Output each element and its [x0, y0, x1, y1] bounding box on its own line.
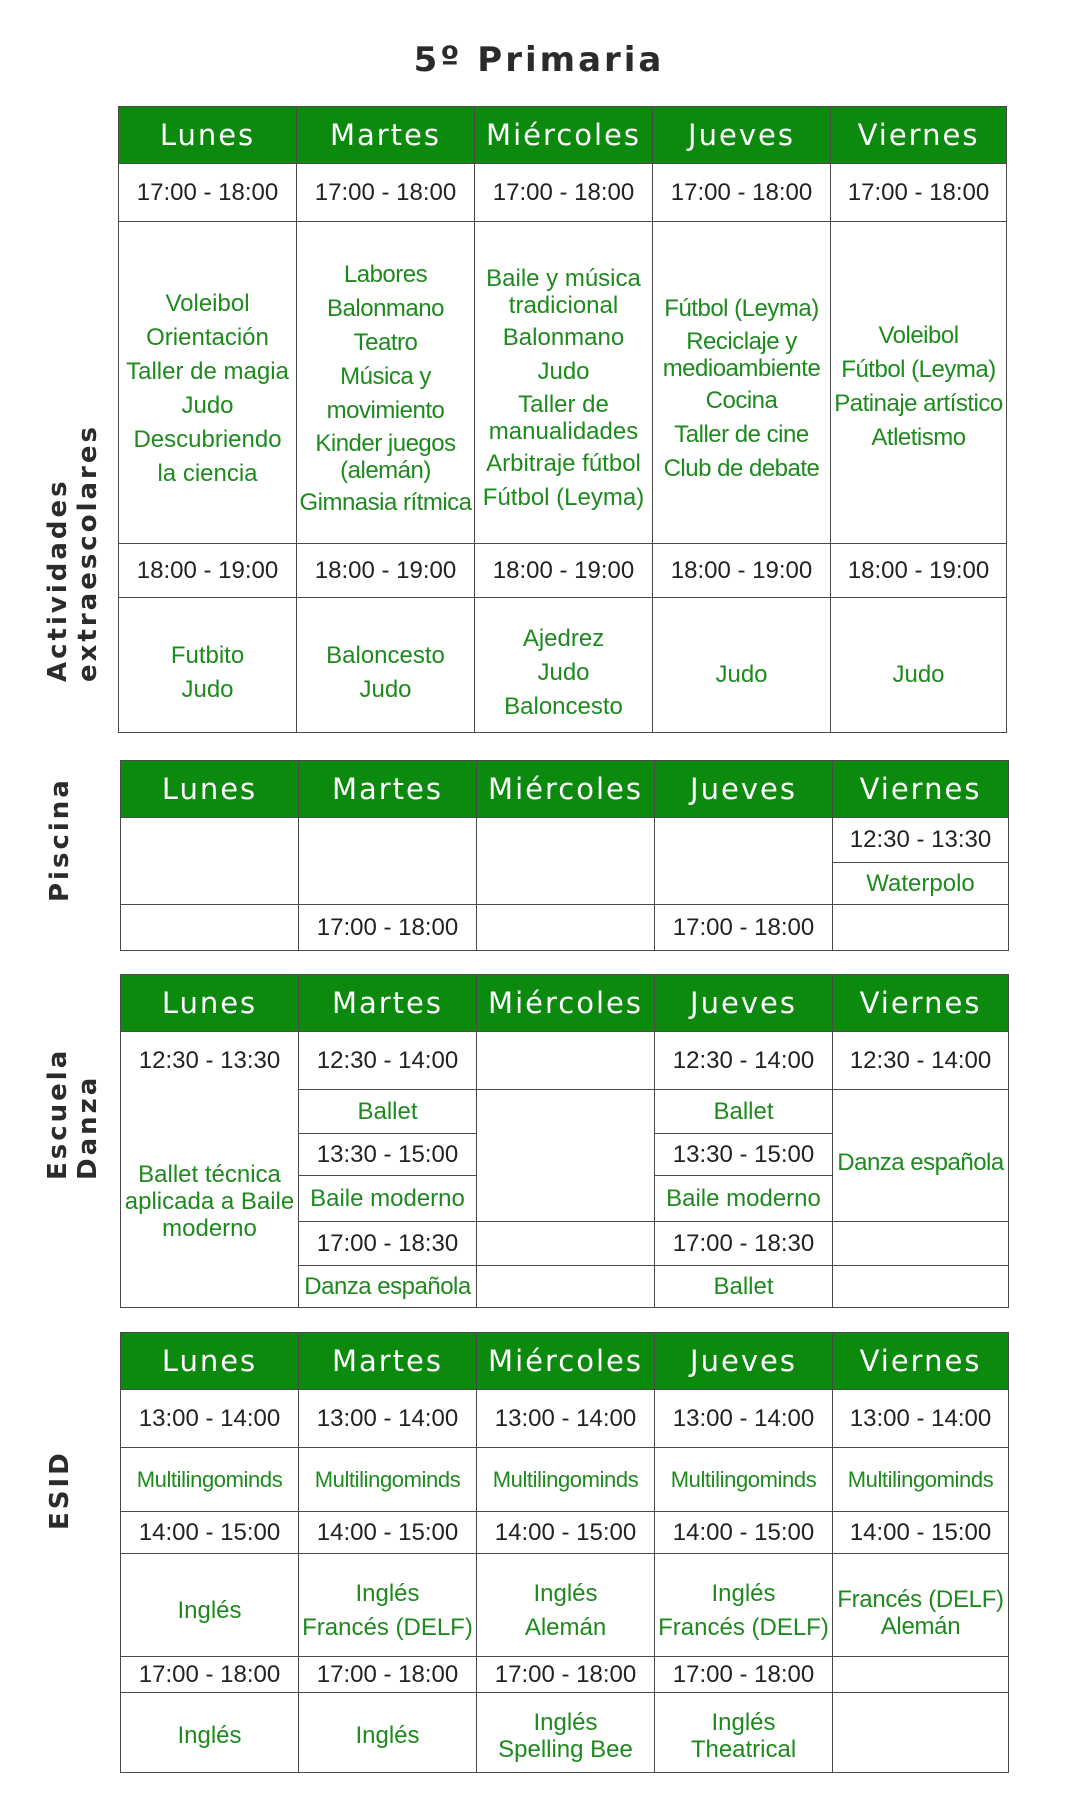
activity-cell-miercoles: Multilingominds — [477, 1448, 655, 1512]
day-header-lunes: Lunes — [121, 761, 299, 818]
time-cell: 12:30 - 13:30 — [833, 818, 1009, 863]
time-cell: 17:00 - 18:00 — [655, 905, 833, 951]
actividades-table — [118, 106, 1007, 733]
activity-item: Fútbol (Leyma) — [482, 483, 645, 511]
time-cell: 18:00 - 19:00 — [297, 544, 475, 598]
activity-line: Baile y música — [486, 264, 641, 292]
day-header-miercoles: Miércoles — [475, 107, 653, 164]
activity-item — [475, 263, 652, 321]
activity-item: Judo — [359, 676, 412, 703]
day-header-viernes: Viernes — [833, 975, 1009, 1032]
activity-item: Baloncesto — [504, 693, 623, 720]
activity-cell-jueves: Multilingominds — [655, 1448, 833, 1512]
activity-item: Francés (DELF) — [658, 1614, 829, 1641]
activity-cell-miercoles — [477, 1554, 655, 1657]
activity-cell-lunes — [119, 222, 297, 544]
time-cell: 13:30 - 15:00 — [655, 1134, 833, 1176]
activity-cell-jueves — [655, 1693, 833, 1773]
activity-item: Inglés — [177, 1721, 242, 1749]
activity-cell-jueves: Ballet — [655, 1266, 833, 1308]
activity-line: manualidades — [488, 417, 639, 445]
activity-item — [297, 428, 474, 486]
time-cell: 14:00 - 15:00 — [833, 1512, 1009, 1554]
empty-cell — [477, 1032, 655, 1090]
activity-item: Música y — [340, 362, 431, 390]
activity-item: Gimnasia rítmica — [299, 488, 472, 516]
activity-item: Taller de magia — [126, 357, 289, 385]
day-header-martes: Martes — [299, 975, 477, 1032]
activity-line: Kinder juegos — [315, 429, 456, 457]
day-header-jueves: Jueves — [655, 761, 833, 818]
section-label-line1: ESID — [45, 1450, 75, 1530]
day-header-viernes: Viernes — [833, 1333, 1009, 1390]
activity-item — [655, 1707, 832, 1765]
activity-cell-lunes — [121, 1693, 299, 1773]
section-label-line2: extraescolares — [73, 424, 103, 682]
section-label-actividades — [43, 424, 103, 682]
day-header-viernes: Viernes — [831, 107, 1007, 164]
section-label-line1: Actividades — [43, 478, 73, 682]
activity-item: Judo — [537, 357, 590, 385]
day-header-lunes: Lunes — [119, 107, 297, 164]
time-cell: 13:00 - 14:00 — [299, 1390, 477, 1448]
activity-item: Ajedrez — [522, 625, 605, 652]
activity-cell-miercoles — [475, 598, 653, 733]
empty-cell — [477, 818, 655, 905]
activity-cell-jueves — [653, 222, 831, 544]
time-cell: 14:00 - 15:00 — [655, 1512, 833, 1554]
activity-item: Francés (DELF) — [302, 1614, 473, 1641]
time-cell: 17:00 - 18:00 — [297, 164, 475, 222]
activity-line: Spelling Bee — [498, 1735, 633, 1763]
time-cell: 12:30 - 14:00 — [833, 1032, 1009, 1090]
day-header-jueves: Jueves — [655, 975, 833, 1032]
activity-item: Futbito — [170, 642, 245, 669]
empty-cell — [121, 818, 299, 905]
activity-cell-martes — [297, 598, 475, 733]
section-label-line2: Danza — [73, 1074, 103, 1180]
day-header-martes: Martes — [299, 761, 477, 818]
day-header-jueves: Jueves — [653, 107, 831, 164]
activity-line: aplicada a Baile — [124, 1187, 295, 1215]
empty-cell — [299, 818, 477, 905]
activity-item: Judo — [715, 661, 768, 688]
danza-table — [120, 974, 1009, 1308]
activity-item: Orientación — [146, 323, 269, 351]
activity-cell-jueves — [655, 1554, 833, 1657]
esid-table — [120, 1332, 1009, 1773]
time-cell: 17:00 - 18:00 — [475, 164, 653, 222]
activity-cell-viernes — [833, 1554, 1009, 1657]
day-header-miercoles: Miércoles — [477, 1333, 655, 1390]
day-header-miercoles: Miércoles — [477, 975, 655, 1032]
page-title: 5º Primaria — [413, 40, 665, 80]
time-cell: 18:00 - 19:00 — [119, 544, 297, 598]
activity-item: Voleibol — [878, 321, 959, 349]
activity-item: Inglés — [533, 1580, 598, 1607]
activity-item: Taller de cine — [674, 420, 809, 448]
activity-line: Ballet técnica — [138, 1160, 281, 1188]
time-cell: 17:00 - 18:00 — [831, 164, 1007, 222]
time-cell: 12:30 - 14:00 — [655, 1032, 833, 1090]
activity-item: Labores — [343, 260, 428, 288]
activity-item: Balonmano — [327, 294, 444, 322]
activity-cell-martes — [299, 1693, 477, 1773]
time-cell: 17:00 - 18:00 — [299, 905, 477, 951]
activity-item: Voleibol — [165, 289, 250, 317]
activity-item: Inglés — [355, 1580, 420, 1607]
empty-cell — [833, 905, 1009, 951]
time-cell: 12:30 - 14:00 — [299, 1032, 477, 1090]
activity-line: (alemán) — [340, 456, 431, 484]
activity-item: Inglés — [355, 1721, 420, 1749]
activity-cell-lunes: Multilingominds — [121, 1448, 299, 1512]
activity-line: Francés (DELF) — [837, 1586, 1004, 1613]
activity-item — [833, 1584, 1008, 1642]
activity-item: Alemán — [524, 1614, 607, 1641]
activity-cell-jueves: Ballet — [655, 1090, 833, 1134]
activity-cell-martes — [299, 1554, 477, 1657]
section-label-piscina — [45, 777, 75, 902]
activity-cell-miercoles — [475, 222, 653, 544]
empty-cell — [477, 1266, 655, 1308]
time-cell: 18:00 - 19:00 — [475, 544, 653, 598]
activity-item: Patinaje artístico — [834, 389, 1003, 417]
activity-cell-martes: Baile moderno — [299, 1176, 477, 1222]
activity-item: Judo — [892, 661, 945, 688]
time-cell: 12:30 - 13:30 — [121, 1032, 299, 1090]
time-cell: 13:30 - 15:00 — [299, 1134, 477, 1176]
time-cell: 14:00 - 15:00 — [121, 1512, 299, 1554]
time-cell: 17:00 - 18:30 — [299, 1222, 477, 1266]
activity-line: Inglés — [533, 1708, 598, 1736]
activity-line: medioambiente — [662, 354, 821, 382]
time-cell: 17:00 - 18:30 — [655, 1222, 833, 1266]
empty-cell — [655, 818, 833, 905]
activity-line: moderno — [162, 1214, 257, 1242]
activity-item: movimiento — [326, 396, 445, 424]
day-header-martes: Martes — [299, 1333, 477, 1390]
activity-line: Reciclaje y — [686, 327, 797, 355]
time-cell: 17:00 - 18:00 — [477, 1657, 655, 1693]
activity-line: Alemán — [880, 1613, 961, 1640]
activity-item: Atletismo — [871, 423, 966, 451]
activity-cell-jueves — [653, 598, 831, 733]
activity-item: Baloncesto — [326, 642, 445, 669]
activity-item: Fútbol (Leyma) — [841, 355, 996, 383]
section-label-danza — [43, 1048, 103, 1180]
empty-cell — [833, 1657, 1009, 1693]
day-header-viernes: Viernes — [833, 761, 1009, 818]
activity-item — [475, 389, 652, 447]
section-label-esid — [45, 1450, 75, 1530]
activity-cell-lunes — [121, 1554, 299, 1657]
time-cell: 18:00 - 19:00 — [653, 544, 831, 598]
activity-line: tradicional — [508, 291, 619, 319]
time-cell: 13:00 - 14:00 — [833, 1390, 1009, 1448]
day-header-jueves: Jueves — [655, 1333, 833, 1390]
activity-item — [121, 1159, 298, 1244]
activity-cell-viernes — [831, 598, 1007, 733]
empty-cell — [833, 1693, 1009, 1773]
activity-item: la ciencia — [157, 459, 258, 487]
activity-item — [653, 326, 830, 384]
activity-item: Fútbol (Leyma) — [664, 294, 819, 322]
activity-cell-viernes — [831, 222, 1007, 544]
activity-item — [477, 1707, 654, 1765]
activity-cell-miercoles — [477, 1693, 655, 1773]
day-header-lunes: Lunes — [121, 975, 299, 1032]
time-cell: 17:00 - 18:00 — [655, 1657, 833, 1693]
empty-cell — [833, 1222, 1009, 1266]
piscina-table — [120, 760, 1009, 951]
activity-item: Judo — [537, 659, 590, 686]
time-cell: 14:00 - 15:00 — [299, 1512, 477, 1554]
section-label-line1: Escuela — [43, 1047, 73, 1180]
section-label-line1: Piscina — [45, 777, 75, 902]
activity-cell-martes: Ballet — [299, 1090, 477, 1134]
day-header-miercoles: Miércoles — [477, 761, 655, 818]
activity-item: Descubriendo — [133, 425, 282, 453]
time-cell: 18:00 - 19:00 — [831, 544, 1007, 598]
time-cell: 17:00 - 18:00 — [121, 1657, 299, 1693]
time-cell: 17:00 - 18:00 — [119, 164, 297, 222]
activity-line: Theatrical — [690, 1735, 797, 1763]
activity-cell-viernes: Danza española — [833, 1090, 1009, 1222]
activity-item: Inglés — [177, 1597, 242, 1624]
activity-cell-viernes: Multilingominds — [833, 1448, 1009, 1512]
activity-item: Club de debate — [663, 454, 820, 482]
time-cell: 13:00 - 14:00 — [121, 1390, 299, 1448]
time-cell: 17:00 - 18:00 — [653, 164, 831, 222]
day-header-lunes: Lunes — [121, 1333, 299, 1390]
activity-item: Inglés — [711, 1580, 776, 1607]
activity-item: Judo — [181, 676, 234, 703]
activity-item: Cocina — [705, 386, 778, 414]
empty-cell — [833, 1266, 1009, 1308]
empty-cell — [477, 1222, 655, 1266]
activity-cell-lunes — [119, 598, 297, 733]
activity-cell-viernes: Waterpolo — [833, 863, 1009, 905]
activity-cell-martes: Danza española — [299, 1266, 477, 1308]
activity-cell-martes: Multilingominds — [299, 1448, 477, 1512]
time-cell: 14:00 - 15:00 — [477, 1512, 655, 1554]
time-cell: 17:00 - 18:00 — [299, 1657, 477, 1693]
empty-cell — [121, 905, 299, 951]
activity-cell-lunes — [121, 1090, 299, 1308]
activity-line: Taller de — [518, 390, 609, 418]
activity-cell-jueves: Baile moderno — [655, 1176, 833, 1222]
activity-line: Inglés — [711, 1708, 776, 1736]
empty-cell — [477, 905, 655, 951]
activity-item: Teatro — [353, 328, 418, 356]
activity-item: Arbitraje fútbol — [486, 449, 641, 477]
time-cell: 13:00 - 14:00 — [477, 1390, 655, 1448]
activity-item: Balonmano — [502, 323, 625, 351]
activity-cell-martes — [297, 222, 475, 544]
day-header-martes: Martes — [297, 107, 475, 164]
activity-item: Judo — [181, 391, 234, 419]
empty-cell — [477, 1090, 655, 1222]
time-cell: 13:00 - 14:00 — [655, 1390, 833, 1448]
